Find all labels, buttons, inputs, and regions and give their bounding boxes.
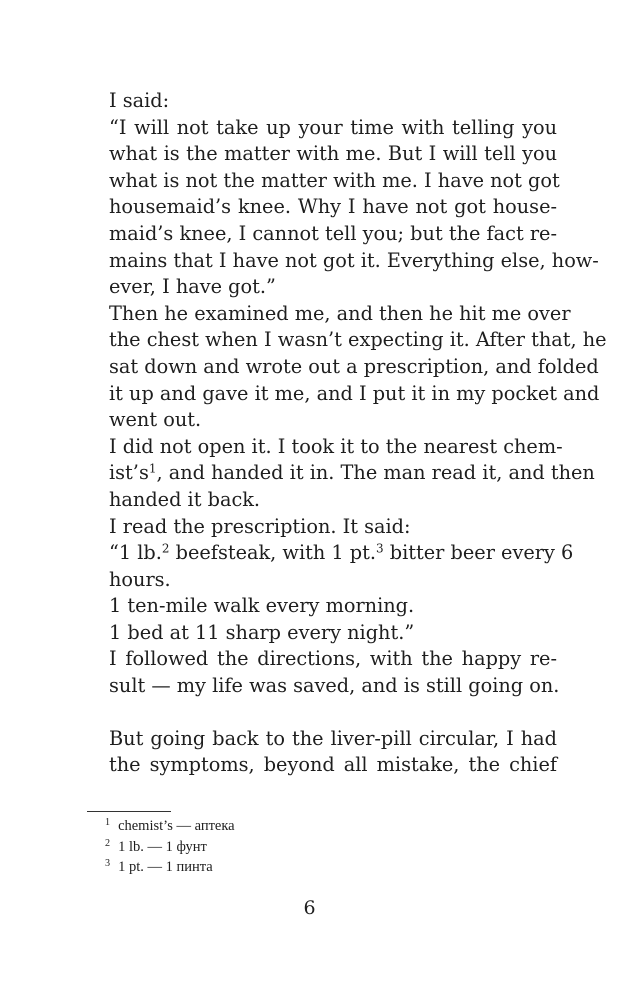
footnote xyxy=(105,857,235,878)
footnote-text: 1 pt. — 1 пинта xyxy=(118,859,213,875)
paragraph xyxy=(87,434,595,514)
text-line: I followed the directions, with the happy re- xyxy=(109,647,557,671)
footnote-ref[interactable]: 1 xyxy=(148,461,157,476)
text-line: But going back to the liver-pill circular, I had xyxy=(109,726,557,750)
footnote-text: 1 lb. — 1 фунт xyxy=(118,838,207,855)
paragraph xyxy=(87,88,557,115)
text-fragment: beefsteak, with 1 pt. xyxy=(169,541,377,565)
page-number: 6 xyxy=(303,897,316,919)
paragraph xyxy=(87,593,557,620)
text-line xyxy=(87,540,574,567)
text-line: it up and gave it me, and I put it in my pocket and xyxy=(109,381,600,405)
text-line: hours. xyxy=(109,567,171,591)
text-line: handed it back. xyxy=(109,487,261,511)
text-line: what is the matter with me. But I will tell you xyxy=(109,142,557,166)
text-fragment: “1 lb. xyxy=(109,541,162,565)
text-line: what is not the matter with me. I have not got xyxy=(109,168,560,192)
footnotes xyxy=(105,816,235,878)
paragraph-gap xyxy=(87,700,557,726)
footnote-ref[interactable]: 2 xyxy=(161,541,170,556)
text-fragment: , and handed it in. The man read it, and then xyxy=(156,461,595,485)
footnote-mark: 2 xyxy=(105,837,111,849)
text-fragment: bitter beer every 6 xyxy=(383,541,574,565)
text-line: I said: xyxy=(109,89,170,112)
text-line: “I will not take up your time with telling you xyxy=(109,115,557,139)
footnote xyxy=(105,816,235,837)
footnote-divider xyxy=(87,811,171,812)
text-line: 1 bed at 11 sharp every night.” xyxy=(109,620,415,644)
text-fragment: ist’s xyxy=(109,461,149,485)
text-line: ever, I have got.” xyxy=(109,275,276,299)
paragraph xyxy=(87,646,560,699)
paragraph xyxy=(87,301,607,434)
text-line: went out. xyxy=(109,408,202,432)
footnote-mark: 3 xyxy=(105,858,111,870)
footnote-mark: 1 xyxy=(105,817,111,829)
text-line: I read the prescription. It said: xyxy=(109,514,411,538)
text-line xyxy=(87,460,595,487)
paragraph xyxy=(87,726,557,779)
paragraph xyxy=(87,620,557,647)
text-line: Then he examined me, and then he hit me over xyxy=(109,301,571,325)
text-line: the symptoms, beyond all mistake, the chief xyxy=(109,753,557,777)
paragraph xyxy=(87,115,599,301)
footnote-ref[interactable]: 3 xyxy=(376,541,384,556)
text-line: mains that I have not got it. Everything else, how- xyxy=(109,248,599,272)
page-body xyxy=(87,88,607,779)
text-line: sult — my life was saved, and is still going on. xyxy=(109,674,560,698)
footnote-text: chemist’s — аптека xyxy=(118,818,235,834)
text-line: the chest when I wasn’t expecting it. After that, he xyxy=(109,328,607,352)
text-line: I did not open it. I took it to the nearest chem- xyxy=(109,434,563,458)
paragraph xyxy=(87,540,574,593)
text-line: maid’s knee, I cannot tell you; but the fact re- xyxy=(109,221,557,245)
text-line: sat down and wrote out a prescription, and folded xyxy=(109,354,599,378)
paragraph xyxy=(87,514,557,541)
footnote xyxy=(105,837,235,858)
text-line: housemaid’s knee. Why I have not got house- xyxy=(109,195,557,219)
text-line: 1 ten-mile walk every morning. xyxy=(109,594,415,618)
